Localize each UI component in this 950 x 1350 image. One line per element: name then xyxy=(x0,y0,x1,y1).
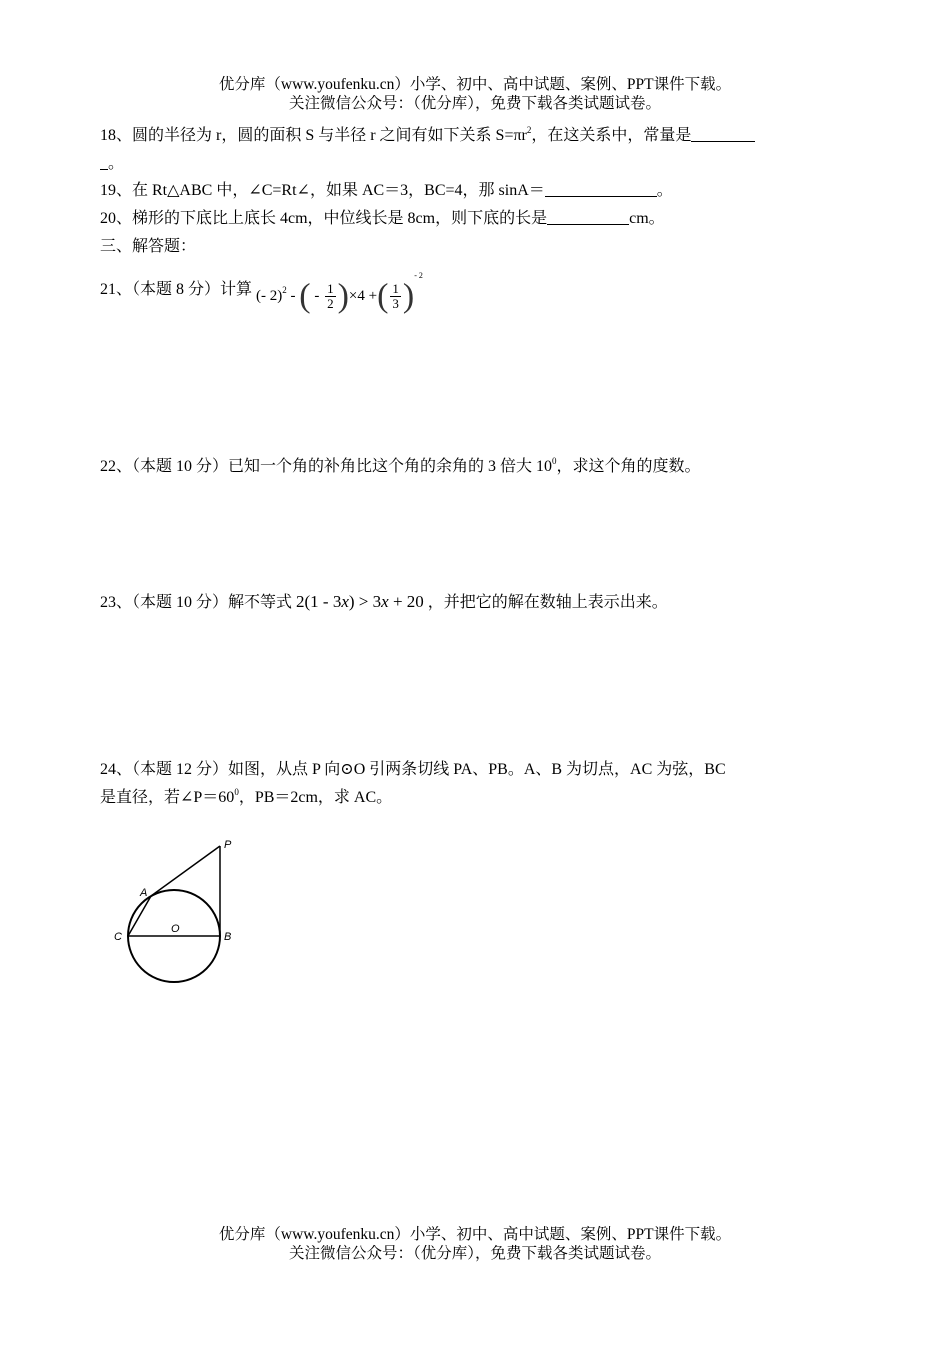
tangent-pa xyxy=(151,846,220,896)
expr-minus: - xyxy=(286,288,300,304)
left-paren: ( xyxy=(377,277,389,315)
label-b: B xyxy=(224,931,232,943)
footer-line-2: 关注微信公众号：（优分库），免费下载各类试题试卷。 xyxy=(288,1245,661,1262)
expr-exponent-1: 2 xyxy=(282,285,287,295)
fraction-third xyxy=(390,282,401,311)
question-18-end: 。 xyxy=(108,155,125,172)
question-18 xyxy=(100,122,755,145)
chord-ac xyxy=(128,896,151,936)
variable-x: x xyxy=(381,592,389,611)
question-18-tail: ，在这关系中，常量是 xyxy=(531,127,692,144)
question-20-text: 20、梯形的下底比上底长 4cm，中位线长是 8cm，则下底的长是 xyxy=(100,210,548,227)
question-21 xyxy=(100,270,423,315)
inequality-part-c: + 20 xyxy=(388,592,424,611)
variable-x: x xyxy=(341,592,349,611)
fraction-half xyxy=(325,282,336,311)
label-p: P xyxy=(224,839,232,851)
header-line-1: 优分库（www.youfenku.cn）小学、初中、高中试题、案例、PPT课件下载。 xyxy=(218,76,732,93)
expr-base: (- 2) xyxy=(256,288,283,304)
label-a: A xyxy=(140,887,148,899)
question-23 xyxy=(100,589,668,612)
fraction-half-numerator: 1 xyxy=(327,281,334,297)
label-o: O xyxy=(171,923,180,935)
expr-times: ×4 + xyxy=(348,288,378,304)
question-24-line-1: 24、（本题 12 分）如图，从点 P 向⊙O 引两条切线 PA、PB。A、B 为切点，AC 为弦，BC xyxy=(100,761,726,778)
left-paren: ( xyxy=(299,277,311,315)
expr-exponent-2: - 2 xyxy=(414,271,423,280)
question-21-expression xyxy=(256,271,423,315)
question-20-end: cm。 xyxy=(629,210,665,227)
footer-line-1: 优分库（www.youfenku.cn）小学、初中、高中试题、案例、PPT课件下载。 xyxy=(218,1226,732,1243)
fraction-third-numerator: 1 xyxy=(392,281,399,297)
fraction-third-denominator: 3 xyxy=(392,296,399,312)
question-18-superscript: 2 xyxy=(526,125,532,135)
inequality-part-a: 2(1 - 3 xyxy=(296,592,342,611)
answer-blank xyxy=(545,182,657,197)
question-24-line-2 xyxy=(100,784,392,807)
inequality-expression xyxy=(296,592,424,611)
answer-blank xyxy=(100,155,108,170)
question-23-tail: ，并把它的解在数轴上表示出来。 xyxy=(427,594,668,611)
inequality-part-b: ) > 3 xyxy=(348,592,382,611)
question-24-superscript: 0 xyxy=(234,787,239,797)
tangent-circle-figure xyxy=(100,830,260,995)
header-line-2: 关注微信公众号：（优分库），免费下载各类试题试卷。 xyxy=(288,95,661,112)
question-24-line-2a: 是直径，若∠P＝60 xyxy=(100,789,235,806)
answer-blank xyxy=(547,210,629,225)
question-19-end: 。 xyxy=(656,182,673,199)
question-19-text: 19、在 Rt△ABC 中，∠C=Rt∠，如果 AC＝3，BC=4，那 sinA＝ xyxy=(100,182,545,199)
question-22-text: 22、（本题 10 分）已知一个角的补角比这个角的余角的 3 倍大 10 xyxy=(100,458,553,475)
question-18-text: 18、圆的半径为 r，圆的面积 S 与半径 r 之间有如下关系 S=πr xyxy=(100,127,527,144)
label-c: C xyxy=(114,931,122,943)
question-22-superscript: 0 xyxy=(552,456,557,466)
expr-negative: - xyxy=(314,288,320,304)
question-22-tail: ，求这个角的度数。 xyxy=(556,458,701,475)
question-23-text: 23、（本题 10 分）解不等式 xyxy=(100,594,293,611)
question-19 xyxy=(100,177,673,200)
right-paren: ) xyxy=(337,277,349,315)
question-20 xyxy=(100,205,665,228)
question-21-text: 21、（本题 8 分）计算 xyxy=(100,281,253,298)
question-22 xyxy=(100,453,701,476)
question-24-line-2b: ，PB＝2cm，求 AC。 xyxy=(238,789,393,806)
fraction-half-denominator: 2 xyxy=(327,296,334,312)
right-paren: ) xyxy=(402,277,415,315)
question-18-continuation xyxy=(100,150,124,173)
section-heading: 三、解答题： xyxy=(100,238,197,255)
answer-blank xyxy=(691,127,755,142)
